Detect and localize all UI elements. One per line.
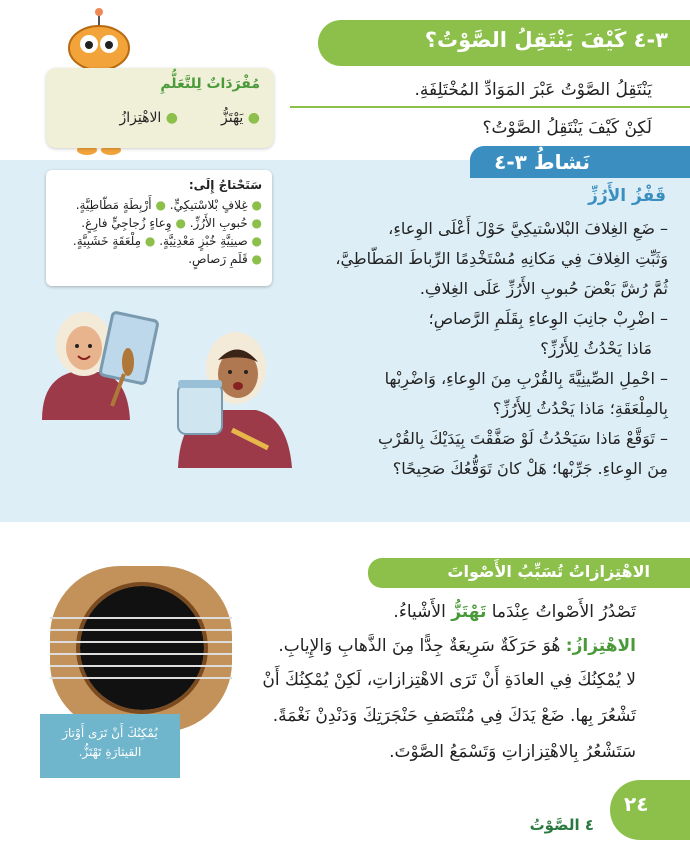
material-item: أَرْبِطَةٍ مَطّاطِيَّةٍ.: [75, 198, 152, 212]
activity-line: مِنَ الوِعاءِ. جَرِّبْها؛ هَلْ كانَ تَوَقُّعُكَ صَحِيحًا؟: [392, 459, 668, 478]
definition-line: [278, 634, 636, 658]
definition-text: هُوَ حَرَكَةٌ سَرِيعَةٌ جِدًّا مِنَ الذَّهابِ وَالإِيابِ.: [278, 636, 561, 656]
materials-heading: سَتَحْتاجُ إِلَى:: [188, 178, 262, 192]
chapter-number: ٤: [584, 816, 594, 834]
girl-jar-illustration: [172, 318, 302, 478]
intro-line-1: يَنْتَقِلُ الصَّوْتُ عَبْرَ المَوَادِّ المُخْتَلِفَةِ.: [414, 80, 652, 100]
activity-line: بِالمِلْعَقَةِ؛ مَاذا يَحْدُثُ لِلأَرُزِّ؟: [492, 399, 668, 418]
activity-line: ثُمَّ رُشَّ بَعْضَ حُبوبِ الأَرُزِّ عَلَى الغِلافِ.: [419, 279, 668, 298]
sound-line-5: سَتَشْعُرُ بِالاهْتِزازاتِ وَتَسْمَعُ الصَّوْتَ.: [389, 742, 636, 762]
activity-steps: [268, 214, 668, 484]
materials-row: ● قَلَمِ رَصاصٍ.: [188, 252, 262, 266]
material-item: قَلَمِ رَصاصٍ.: [188, 252, 248, 266]
activity-line: – تَوَقَّعْ مَاذا سَيَحْدُثُ لَوْ صَفَّقْتَ بِيَدَيْكَ بِالقُرْبِ: [378, 429, 668, 448]
section2-title: الاهْتِزازاتُ تُسَبِّبُ الأَصْواتَ: [447, 562, 650, 581]
materials-list: [46, 196, 272, 268]
caption-line-2: القيثارَةِ تَهْتَزُّ.: [78, 745, 142, 759]
materials-row: ● غِلافٍ بْلاسْتيكِيٍّ. ● أَرْبِطَةٍ مَطّاطِيَّةٍ.: [75, 198, 262, 212]
vocabulary-heading: مُفْرَدَاتٌ لِلتَّعَلُّمِ: [160, 76, 260, 92]
activity-line: – اضْرِبْ جانِبَ الوِعاءِ بِقَلَمِ الرَّصاصِ؛: [428, 309, 668, 328]
material-item: مِلْعَقَةٍ خَشَبِيَّةٍ.: [72, 234, 142, 248]
activity-line: – ضَعِ الغِلافَ البْلاسْتيكِيَّ حَوْلَ أَعْلَى الوِعاءِ،: [388, 219, 668, 238]
vocabulary-word-1-text: يَهْتَزُّ: [221, 110, 244, 126]
sound-line-3: لا يُمْكِنُكَ فِي العادَةِ أَنْ تَرَى الاهْتِزازاتِ، لَكِنْ يُمْكِنُكَ أَنْ: [262, 670, 636, 690]
vocabulary-box: [46, 68, 274, 148]
guitar-photo: [50, 566, 232, 732]
material-item: وِعاءٍ زُجاجِيٍّ فارِغٍ.: [81, 216, 172, 230]
sound-line-1: تَصْدُرُ الأَصْواتُ عِنْدَما تَهْتَزُّ الأَشْياءُ.: [393, 602, 636, 622]
vocabulary-word-2: ● الاهْتِزازُ: [119, 110, 178, 126]
material-item: صينِيَّةِ خُبْزٍ مَعْدِنِيَّةٍ.: [159, 234, 248, 248]
girl-tray-illustration: [32, 300, 162, 430]
vocabulary-word-2-text: الاهْتِزازُ: [119, 110, 162, 126]
keyword-vibrate: تَهْتَزُّ: [451, 602, 487, 622]
material-item: حُبوبِ الأَرُزِّ.: [189, 216, 248, 230]
sound-line-1-text: تَصْدُرُ الأَصْواتُ عِنْدَما: [486, 602, 636, 622]
divider-line: [290, 106, 690, 108]
chapter-footer: [530, 816, 594, 834]
image-caption: [40, 714, 180, 778]
section-title: ٣-٤ كَيْفَ يَنْتَقِلُ الصَّوْتُ؟: [424, 28, 668, 52]
activity-line: وَثَبِّتِ الغِلافَ فِي مَكانِهِ مُسْتَخْدِمًا الرِّباطَ المَطّاطِيَّ،: [335, 249, 668, 268]
activity-line: مَاذا يَحْدُثُ لِلأَرُزِّ؟: [540, 339, 652, 358]
materials-row: ● حُبوبِ الأَرُزِّ. ● وِعاءٍ زُجاجِيٍّ فارِغٍ.: [81, 216, 262, 230]
activity-title: قَفْزُ الأَرُزِّ: [588, 186, 666, 206]
material-item: غِلافٍ بْلاسْتيكِيٍّ.: [169, 198, 248, 212]
page-number-badge: [610, 780, 690, 840]
vocabulary-word-1: ● يَهْتَزُّ: [221, 110, 260, 126]
sound-line-4: تَشْعُرَ بِها. ضَعْ يَدَكَ فِي مُنْتَصَفِ حَنْجَرَتِكَ وَدَنْدِنْ نَغْمَةً.: [272, 706, 636, 726]
materials-row: ● صينِيَّةِ خُبْزٍ مَعْدِنِيَّةٍ. ● مِلْعَقَةٍ خَشَبِيَّةٍ.: [72, 234, 262, 248]
page-number: ٢٤: [624, 792, 649, 816]
activity-label: نَشاطُ ٣-٤: [494, 150, 590, 174]
activity-line: – احْمِلِ الصِّينِيَّةَ بِالقُرْبِ مِنَ الوِعاءِ، وَاضْرِبْها: [384, 369, 668, 388]
intro-line-2: لَكِنْ كَيْفَ يَنْتَقِلُ الصَّوْتُ؟: [482, 118, 652, 138]
materials-box: [46, 170, 272, 286]
chapter-name: الصَّوْتُ: [529, 816, 580, 834]
keyword-vibration: الاهْتِزازُ:: [565, 636, 636, 656]
caption-line-1: يُمْكِنُكَ أَنْ تَرَى أَوْتارَ: [62, 726, 158, 740]
